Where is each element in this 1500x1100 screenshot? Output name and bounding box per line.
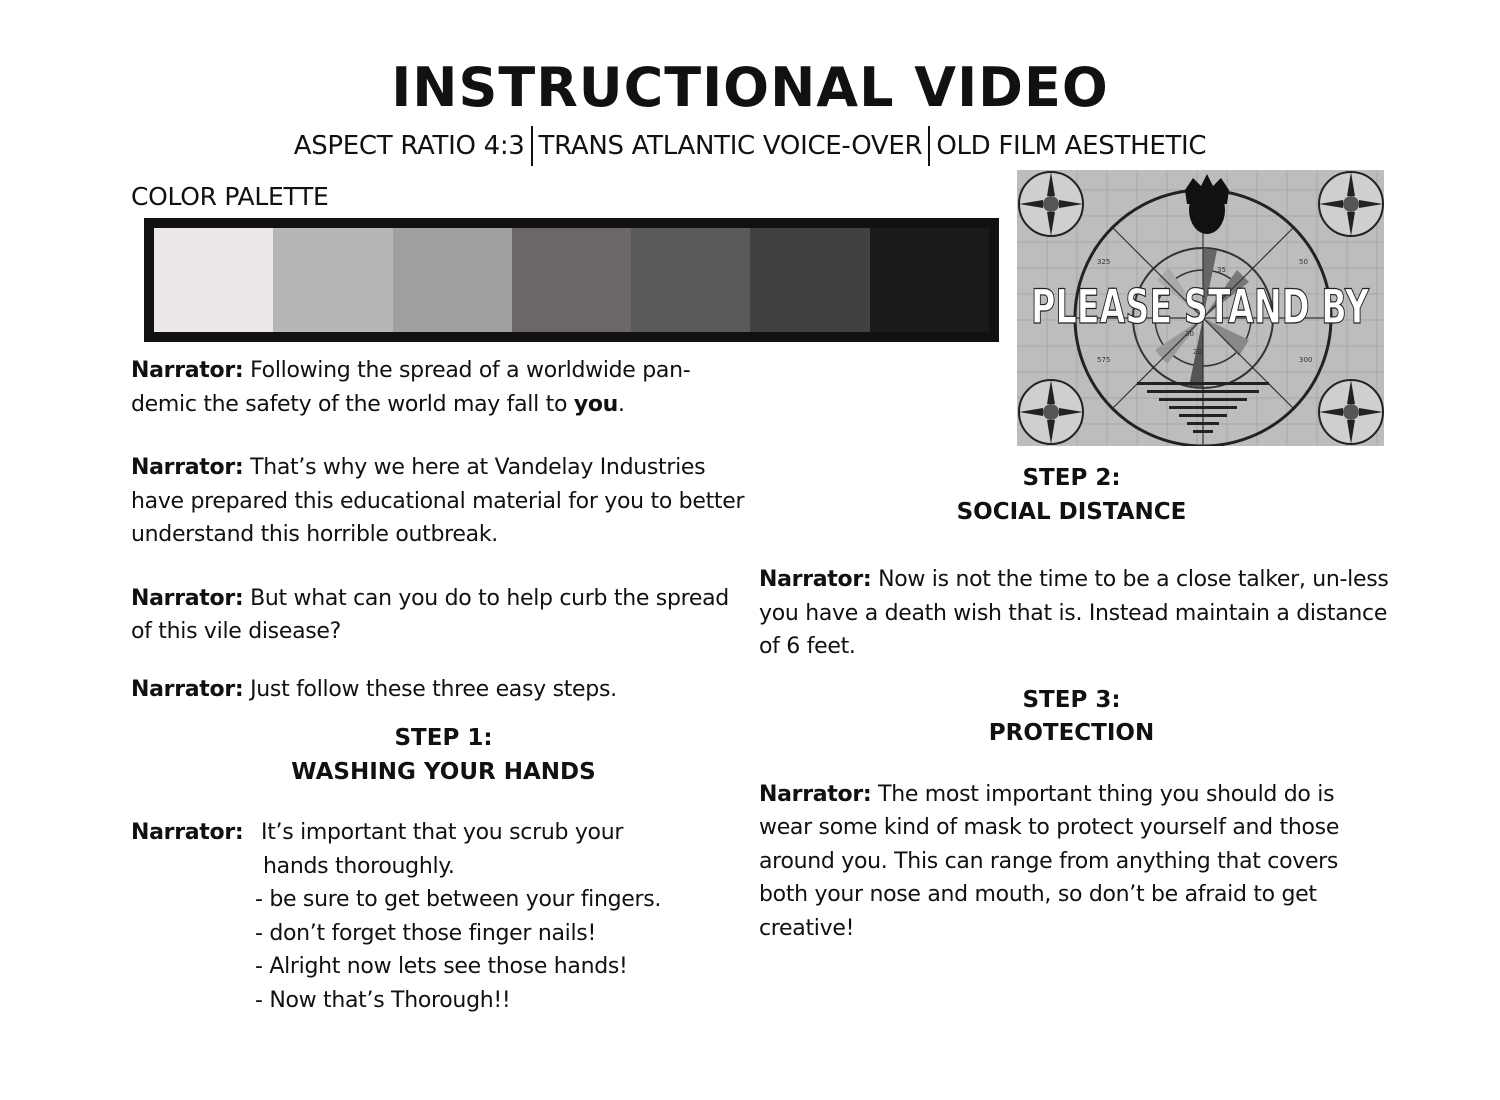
please-stand-by-text: PLEASE STAND BY [1031,280,1370,335]
list-item: - don’t forget those finger nails! [255,920,596,946]
hand-washing-narration [131,816,746,1017]
video-specs [0,126,1500,166]
speaker-label: Narrator: [131,455,244,480]
color-swatch [512,228,631,332]
step-2-heading [759,462,1384,529]
spec-divider [928,126,930,166]
narration-paragraph [131,673,746,707]
step-title: PROTECTION [988,720,1155,746]
speaker-label: Narrator: [131,585,244,611]
color-swatch [750,228,869,332]
test-card-marking: 35 [1217,266,1226,274]
speaker-label: Narrator: [131,676,244,702]
color-swatch [870,228,989,332]
speaker-label: Narrator: [131,820,244,845]
color-swatch [393,228,512,332]
palette-label: COLOR PALETTE [131,182,329,211]
page-title: INSTRUCTIONAL VIDEO [391,56,1109,119]
narration-paragraph [759,778,1389,946]
narration-paragraph [131,451,746,552]
narration-text: Now is not the time to be a close talker, un-less you have a death wish that is. Instead maintain a distance of 6 feet. [759,567,1389,659]
narration-text: . [618,391,625,417]
test-card-marking: 30 [1185,330,1194,338]
list-item: - Alright now lets see those hands! [255,954,628,979]
narration-text: That’s why we here at Vandelay Industries have prepared this educational material for you to better understand this horrible outbreak. [131,455,745,547]
step-1-heading [131,722,756,789]
narration-paragraph [131,582,746,649]
test-card-marking: 575 [1097,356,1111,364]
step-title: SOCIAL DISTANCE [956,498,1187,525]
speaker-label: Narrator: [131,358,244,383]
hand-washing-list [255,883,746,1017]
color-swatch [273,228,392,332]
narration-text: The most important thing you should do is wear some kind of mask to protect yourself and those around you. This can range from anything that covers both your nose and mouth, so don’t be afraid to get creative! [759,781,1340,941]
step-3-heading [759,684,1384,751]
narration-text: Just follow these three easy steps. [250,676,617,702]
step-number: STEP 1: [394,725,493,751]
color-swatch [154,228,273,332]
emphasis-text: you [573,391,619,417]
list-item: - Now that’s Thorough!! [255,987,511,1013]
color-swatch [631,228,750,332]
narration-text: It’s important that you scrub your [261,820,624,845]
list-item: - be sure to get between your fingers. [255,887,662,912]
test-card-marking: 300 [1299,356,1313,364]
narration-text: But what can you do to help curb the spread of this vile disease? [131,585,729,644]
spec-aspect-ratio: ASPECT RATIO 4:3 [293,131,525,161]
test-card-marking: 325 [1097,258,1111,266]
narration-paragraph [759,563,1389,664]
color-palette [144,218,999,342]
narration-paragraph [131,354,746,421]
test-card-marking: 50 [1299,258,1308,266]
speaker-label: Narrator: [759,781,872,807]
spec-aesthetic: OLD FILM AESTHETIC [936,131,1207,161]
spec-divider [531,126,533,166]
speaker-label: Narrator: [759,567,872,592]
step-title: WASHING YOUR HANDS [291,758,596,785]
step-number: STEP 2: [1022,465,1121,491]
test-card-marking: 20 [1193,348,1202,356]
test-card-image [1017,170,1384,446]
left-column [131,354,746,1017]
narration-text: Following the spread of a worldwide pan-demic the safety of the world may fall to [131,358,691,417]
step-number: STEP 3: [1022,686,1121,713]
spec-voice-over: TRANS ATLANTIC VOICE-OVER [538,131,923,161]
right-column [759,462,1389,945]
indian-head-test-pattern-icon [1017,170,1384,446]
narration-text: hands thoroughly. [263,853,455,879]
